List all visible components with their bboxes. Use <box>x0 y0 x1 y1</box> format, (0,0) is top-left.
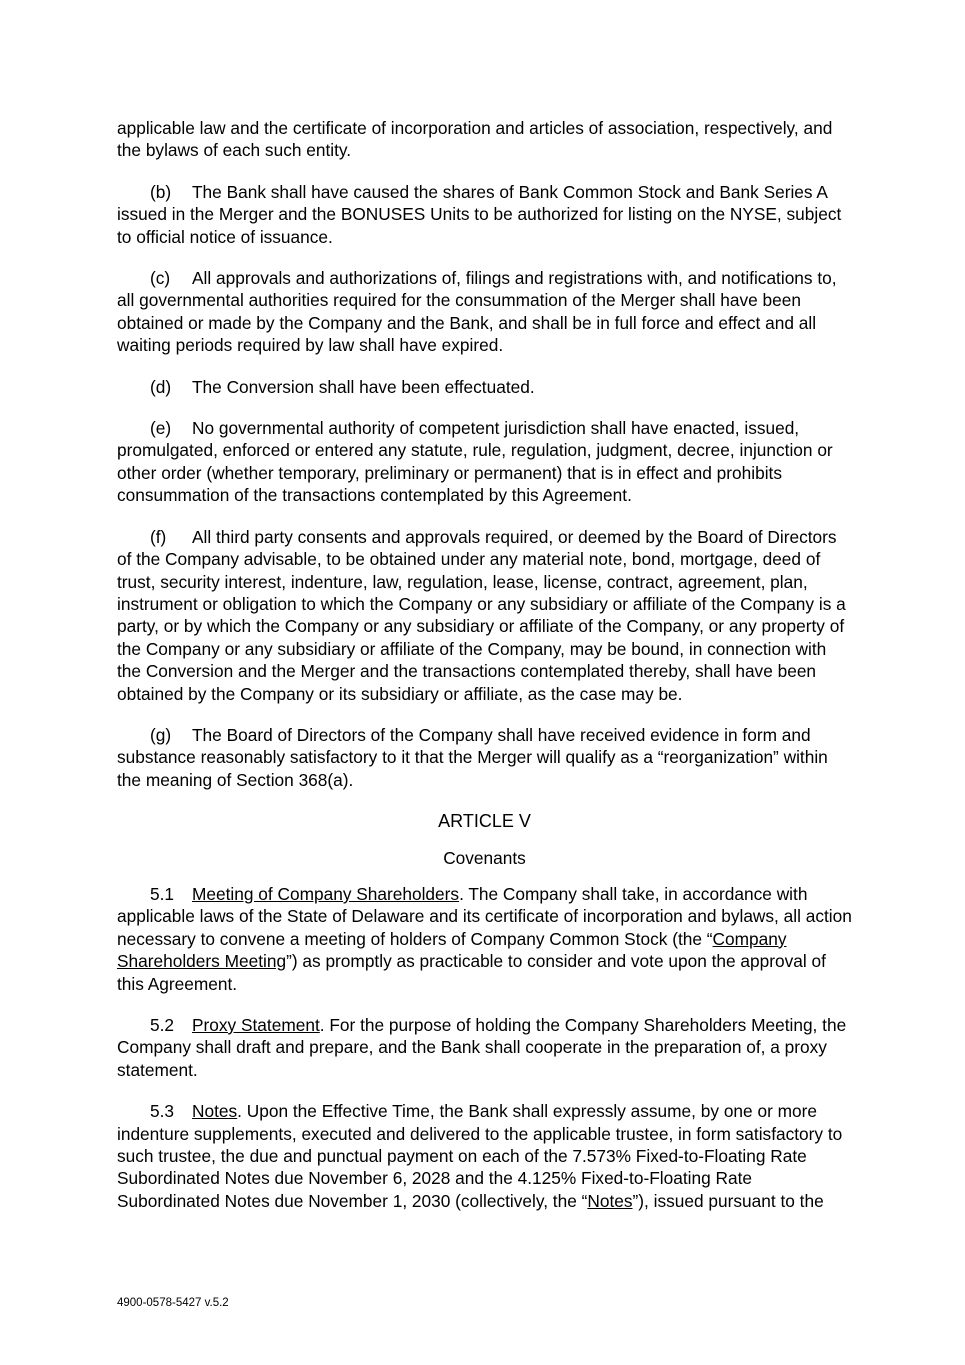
section-5-2-text: . For the purpose of holding the Company Shareholders Meeting, the Company shall draft and prepare, and the Bank shall cooperate in the preparation of, a proxy statement. <box>117 1015 847 1080</box>
section-5-1-text-a: . The Company shall take, in accordance with applicable laws of the State of Delaware and its certificate of incorporation and bylaws, all action necessary to convene a meeting of holders of Company Common Stock (the “ <box>117 883 852 949</box>
section-5-1-text-b: ”) as promptly as practicable to consider and vote upon the approval of this Agreement. <box>117 951 826 994</box>
section-5-2 <box>117 1014 852 1081</box>
paragraph-g <box>117 724 852 791</box>
section-5-3-text-b: ”), issued pursuant to the <box>632 1190 824 1211</box>
section-5-2-title: Proxy Statement <box>192 1015 320 1035</box>
section-5-3 <box>117 1100 852 1212</box>
section-5-2-number: 5.2 <box>150 1015 175 1035</box>
paragraph-f-label: (f) <box>150 526 167 547</box>
paragraph-g-label: (g) <box>150 724 172 745</box>
paragraph-b-label: (b) <box>150 181 172 202</box>
section-5-3-title: Notes <box>192 1101 238 1122</box>
paragraph-c-text: All approvals and authorizations of, filings and registrations with, and notifications to, all governmental authorities required for the consummation of the Merger shall have been obtained or made by the Company and the Bank, and shall be in full force and effect and all waiting periods required by law shall have expired. <box>117 268 837 356</box>
paragraph-d <box>117 376 852 398</box>
paragraph-c-label: (c) <box>150 268 171 289</box>
paragraph-d-text: The Conversion shall have been effectuated. <box>192 376 535 397</box>
paragraph-b-text: The Bank shall have caused the shares of Bank Common Stock and Bank Series A issued in the Merger and the BONUSES Units to be authorized for listing on the NYSE, subject to official notice of issuance. <box>117 181 842 247</box>
section-5-3-number: 5.3 <box>150 1101 175 1122</box>
section-5-1 <box>117 883 852 995</box>
section-5-1-title: Meeting of Company Shareholders <box>192 883 460 904</box>
paragraph-g-text: The Board of Directors of the Company shall have received evidence in form and substance reasonably satisfactory to it that the Merger will qualify as a “reorganization” within the meaning of Section 368(a). <box>117 724 828 790</box>
section-5-3-text-a: . Upon the Effective Time, the Bank shall expressly assume, by one or more indenture supplements, executed and delivered to the applicable trustee, in form satisfactory to such trustee, the due and punctual payment on each of the 7.573% Fixed-to-Floating Rate Subordinated Notes due November 6, 2028 and the 4.125% Fixed-to-Floating Rate Subordinated Notes due November 1, 2030 (collectively, the “ <box>117 1101 843 1211</box>
paragraph-c <box>117 267 852 357</box>
paragraph-e-text: No governmental authority of competent jurisdiction shall have enacted, issued, promulgated, enforced or entered any statute, rule, regulation, judgment, decree, injunction or other order (whether temporary, preliminary or permanent) that is in effect and prohibits consummation of the transactions contemplated by this Agreement. <box>117 418 833 506</box>
paragraph-f <box>117 526 852 705</box>
section-5-1-number: 5.1 <box>150 883 175 904</box>
defined-term-company: Company <box>712 928 787 949</box>
paragraph-b <box>117 181 852 248</box>
paragraph-e-label: (e) <box>150 418 172 439</box>
paragraph-e <box>117 417 852 507</box>
article-subheading: Covenants <box>443 847 526 868</box>
defined-term-notes: Notes <box>587 1190 633 1211</box>
article-heading: ARTICLE V <box>438 811 531 832</box>
document-body <box>117 117 852 1231</box>
paragraph-intro: applicable law and the certificate of incorporation and articles of association, respectively, and the bylaws of each such entity. <box>117 118 833 161</box>
paragraph-f-text: All third party consents and approvals required, or deemed by the Board of Directors of the Company advisable, to be obtained under any material note, bond, mortgage, deed of trust, security interest, indenture, law, regulation, lease, license, contract, agreement, plan, instrument or obligation to which the Company or any subsidiary or affiliate of the Company is a party, or by which the Company or any subsidiary or affiliate of the Company, or any property of the Company or any subsidiary or affiliate of the Company, may be bound, in connection with the Conversion and the Merger and the transactions contemplated thereby, shall have been obtained by the Company or its subsidiary or affiliate, as the case may be. <box>117 526 846 704</box>
footer-doc-id: 4900-0578-5427 v.5.2 <box>117 1297 229 1309</box>
paragraph-d-label: (d) <box>150 376 172 397</box>
defined-term-shareholders-meeting: Shareholders Meeting <box>117 951 287 972</box>
